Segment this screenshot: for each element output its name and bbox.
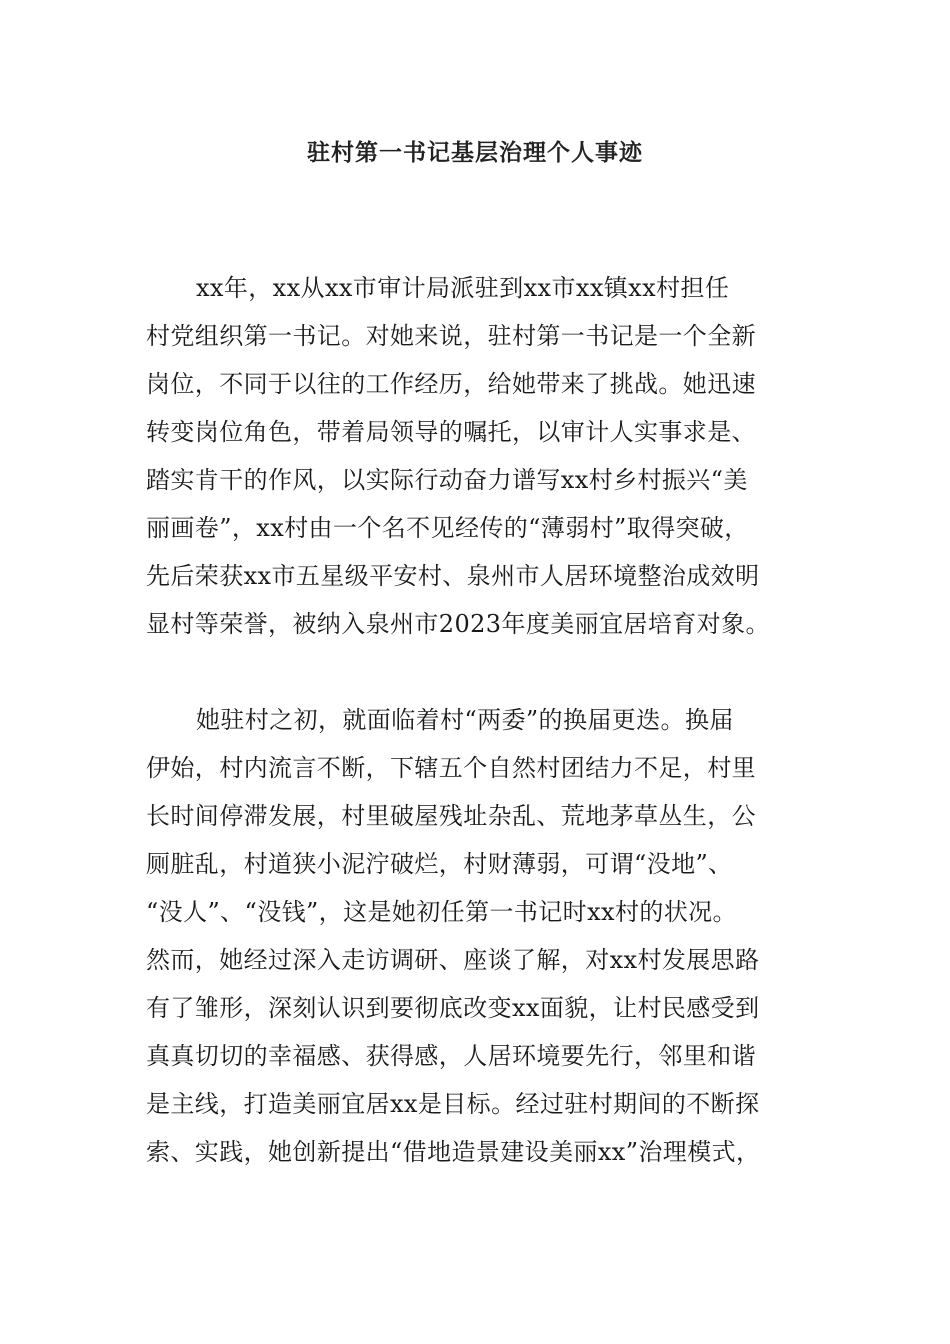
paragraph-line: 她驻村之初，就面临着村“两委”的换届更迭。换届 (196, 706, 734, 734)
paragraph-line: 显村等荣誉，被纳入泉州市2023年度美丽宜居培育对象。 (146, 610, 770, 638)
document-title: 驻村第一书记基层治理个人事迹 (307, 140, 643, 166)
paragraph-line: 先后荣获xx市五星级平安村、泉州市人居环境整治成效明 (146, 562, 760, 590)
paragraph-line: 是主线，打造美丽宜居xx是目标。经过驻村期间的不断探 (146, 1090, 760, 1118)
paragraph-line: 丽画卷”，xx村由一个名不见经传的“薄弱村”取得突破， (146, 514, 749, 542)
paragraph-line: 索、实践，她创新提出“借地造景建设美丽xx”治理模式， (146, 1138, 761, 1166)
paragraph-line: 伊始，村内流言不断，下辖五个自然村团结力不足，村里 (146, 754, 756, 782)
paragraph-line: “没人”、“没钱”，这是她初任第一书记时xx村的状况。 (146, 898, 737, 926)
paragraph-line: 转变岗位角色，带着局领导的嘱托，以审计人实事求是、 (146, 418, 756, 446)
paragraph-line: 踏实肯干的作风，以实际行动奋力谱写xx村乡村振兴“美 (146, 466, 748, 494)
paragraph-line: 然而，她经过深入走访调研、座谈了解，对xx村发展思路 (146, 946, 760, 974)
paragraph-line: xx年，xx从xx市审计局派驻到xx市xx镇xx村担任 (196, 274, 730, 302)
paragraph-1 (146, 264, 806, 648)
paragraph-line: 岗位，不同于以往的工作经历，给她带来了挑战。她迅速 (146, 370, 756, 398)
paragraph-line: 村党组织第一书记。对她来说，驻村第一书记是一个全新 (146, 322, 756, 350)
paragraph-line: 长时间停滞发展，村里破屋残址杂乱、荒地茅草丛生，公 (146, 802, 756, 830)
paragraph-line: 厕脏乱，村道狭小泥泞破烂，村财薄弱，可谓“没地”、 (146, 850, 733, 878)
paragraph-line: 有了雏形，深刻认识到要彻底改变xx面貌，让村民感受到 (146, 994, 760, 1022)
paragraph-line: 真真切切的幸福感、获得感，人居环境要先行，邻里和谐 (146, 1042, 756, 1070)
paragraph-2 (146, 696, 806, 1176)
